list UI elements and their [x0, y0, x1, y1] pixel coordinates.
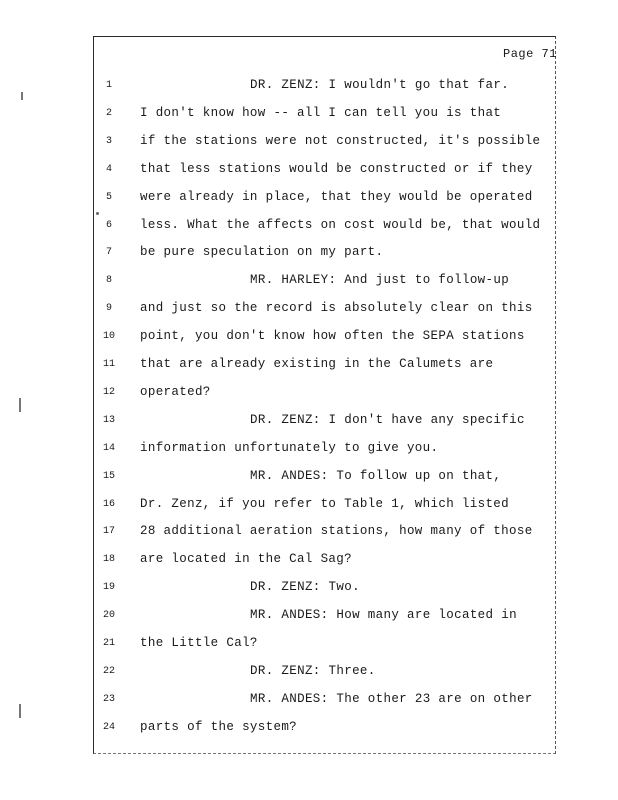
line-number: 18	[102, 554, 115, 565]
transcript-line: are located in the Cal Sag?	[140, 552, 352, 566]
transcript-line: DR. ZENZ: Three.	[250, 664, 376, 678]
transcript-line: be pure speculation on my part.	[140, 245, 384, 259]
line-number: 9	[105, 303, 112, 314]
left-margin-mark	[19, 704, 21, 718]
line-number: 1	[105, 80, 112, 91]
transcript-line: that less stations would be constructed or if they	[140, 162, 533, 176]
transcript-line: Dr. Zenz, if you refer to Table 1, which listed	[140, 497, 510, 511]
line-number: 19	[102, 582, 115, 593]
line-number: 6	[105, 220, 112, 231]
transcript-line: DR. ZENZ: I don't have any specific	[250, 413, 525, 427]
transcript-line: MR. ANDES: How many are located in	[250, 608, 517, 622]
transcript-line: parts of the system?	[140, 720, 298, 734]
transcript-line: information unfortunately to give you.	[140, 441, 439, 455]
line-number: 17	[102, 526, 115, 537]
line-number: 10	[102, 331, 115, 342]
transcript-line: operated?	[140, 385, 211, 399]
transcript-line: and just so the record is absolutely clear on this	[140, 301, 533, 315]
line-number: 4	[105, 164, 112, 175]
page-number: Page 71	[503, 47, 557, 61]
left-margin-mark	[21, 92, 23, 100]
transcript-line: the Little Cal?	[140, 636, 258, 650]
line-number: 23	[102, 694, 115, 705]
line-number: 14	[102, 443, 115, 454]
transcript-line: that are already existing in the Calumets are	[140, 357, 494, 371]
transcript-line: less. What the affects on cost would be, that would	[140, 218, 541, 232]
transcript-line: MR. ANDES: The other 23 are on other	[250, 692, 533, 706]
line-number: 24	[102, 722, 115, 733]
line-number: 5	[105, 192, 112, 203]
line-number: 8	[105, 275, 112, 286]
transcript-line: 28 additional aeration stations, how many of those	[140, 524, 533, 538]
transcript-line: point, you don't know how often the SEPA stations	[140, 329, 525, 343]
line-number: 22	[102, 666, 115, 677]
line-number: 11	[102, 359, 115, 370]
transcript-line: DR. ZENZ: I wouldn't go that far.	[250, 78, 510, 92]
transcript-line: were already in place, that they would be operated	[140, 190, 533, 204]
left-margin-mark	[19, 398, 21, 412]
line-number: 2	[105, 108, 112, 119]
line-number: 13	[102, 415, 115, 426]
transcript-line: if the stations were not constructed, it's possible	[140, 134, 541, 148]
transcript-line: I don't know how -- all I can tell you is that	[140, 106, 502, 120]
line-number: 12	[102, 387, 115, 398]
line-number: 20	[102, 610, 115, 621]
left-margin-dot	[96, 212, 99, 215]
line-number: 15	[102, 471, 115, 482]
transcript-line: MR. ANDES: To follow up on that,	[250, 469, 502, 483]
line-number: 16	[102, 499, 115, 510]
line-number: 7	[105, 247, 112, 258]
transcript-line: MR. HARLEY: And just to follow-up	[250, 273, 510, 287]
transcript-line: DR. ZENZ: Two.	[250, 580, 360, 594]
line-number: 3	[105, 136, 112, 147]
line-number: 21	[102, 638, 115, 649]
